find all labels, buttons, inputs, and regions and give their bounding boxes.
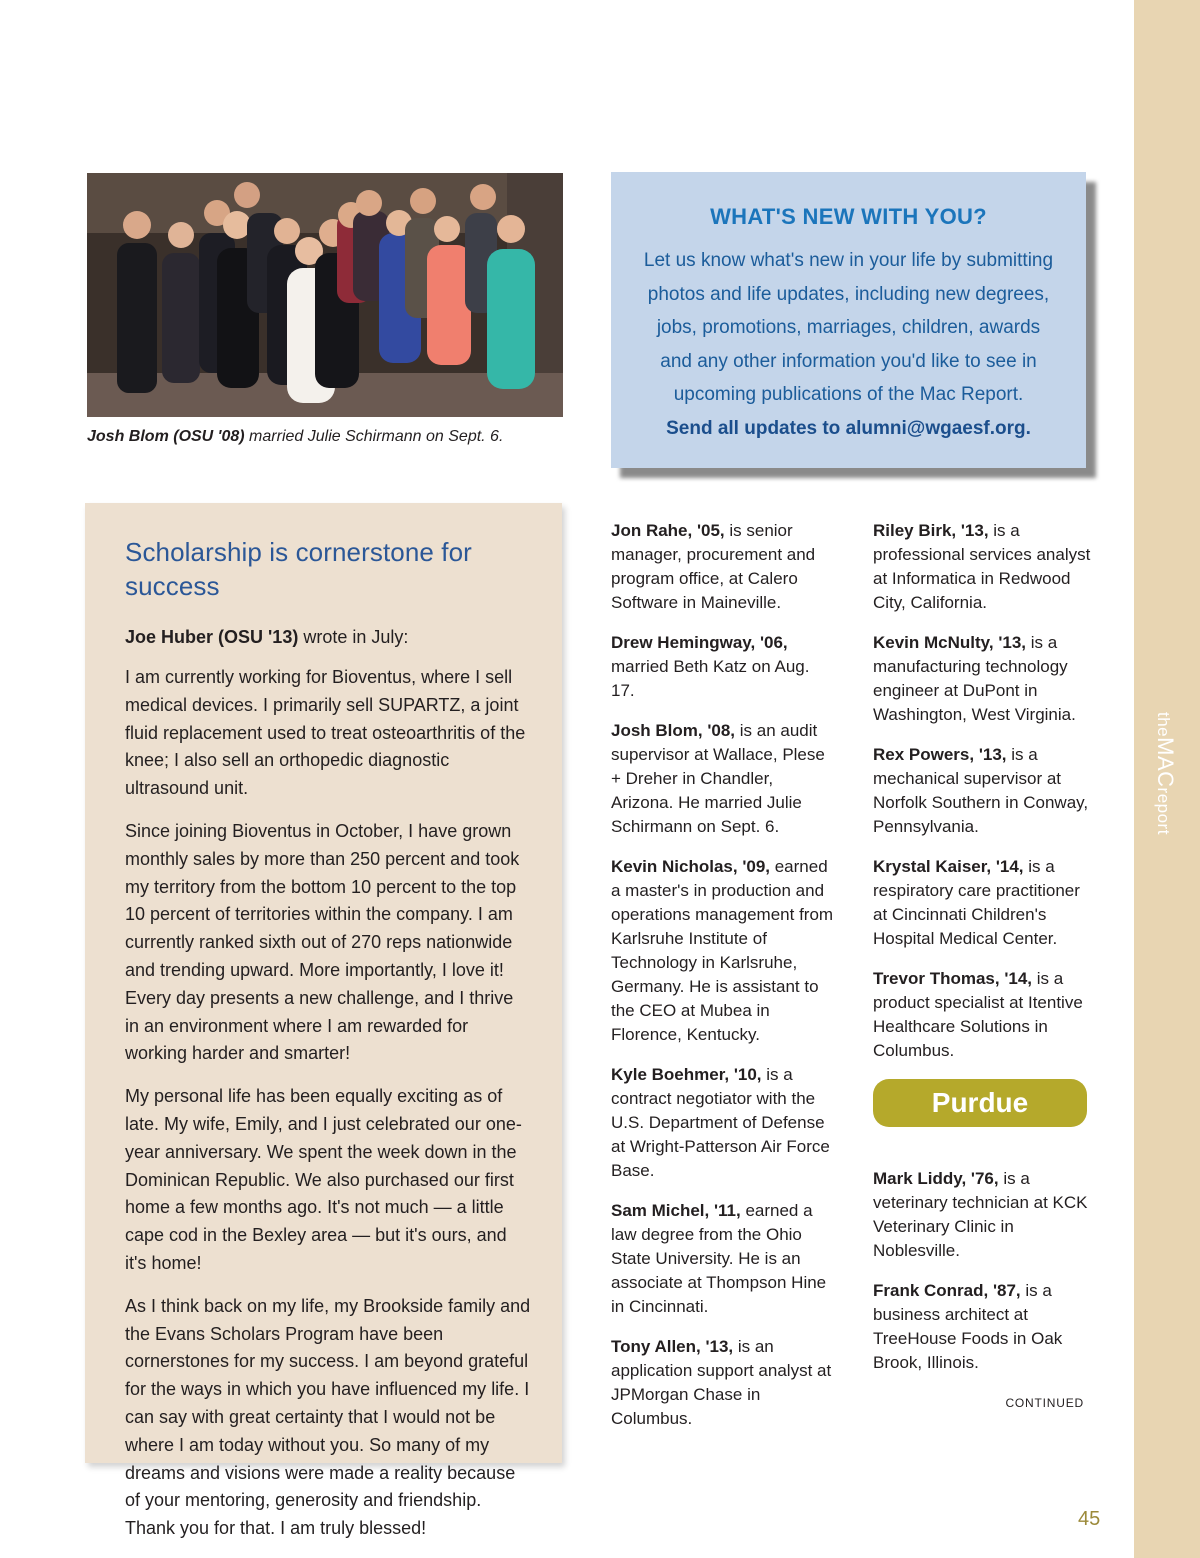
whats-new-email-cta[interactable]: Send all updates to alumni@wgaesf.org. — [666, 417, 1031, 439]
alumni-note — [611, 631, 836, 703]
alumni-note-text: earned a law degree from the Ohio State University. He is an associate at Thompson Hine in Cincinnati. — [611, 1201, 827, 1316]
alumni-notes-column-2 — [873, 519, 1098, 1415]
story-title: Scholarship is cornerstone for success — [125, 537, 472, 601]
alumni-notes-column-1 — [611, 519, 836, 1447]
story-byline — [125, 625, 532, 649]
wedding-group-photo — [87, 173, 563, 417]
alumni-note-text: is a manufacturing technology engineer at DuPont in Washington, West Virginia. — [873, 633, 1076, 724]
alumni-note — [611, 1335, 836, 1431]
alumni-note — [873, 855, 1098, 951]
story-paragraph: As I think back on my life, my Brookside family and the Evans Scholars Program have been cornerstones for my success. I am beyond grateful for the ways in which you have influenced my life. I can say with great certainty that I would not be where I am today without you. So many of my dreams and visions were made a reality because of your mentoring, generosity and friendship. Thank you for that. I am truly blessed! — [125, 1295, 531, 1539]
alumni-name: Kyle Boehmer, '10, — [611, 1065, 762, 1084]
purdue-section-header: Purdue — [873, 1079, 1087, 1127]
alumni-name: Trevor Thomas, '14, — [873, 969, 1032, 988]
alumni-name: Sam Michel, '11, — [611, 1201, 741, 1220]
alumni-note-text: is a business architect at TreeHouse Foods in Oak Brook, Illinois. — [873, 1281, 1063, 1372]
continued-label: CONTINUED — [1005, 1396, 1084, 1410]
brand-suffix: report — [1154, 787, 1173, 835]
alumni-note — [873, 743, 1098, 839]
alumni-note-text: earned a master's in production and operations management from Karlsruhe Institute of Technology in Karlsruhe, Germany. He is assistant to the CEO at Mubea in Florence, Kentucky. — [611, 857, 834, 1044]
alumni-note — [611, 519, 836, 615]
alumni-note-text: is a respiratory care practitioner at Cincinnati Children's Hospital Medical Center. — [873, 857, 1080, 948]
caption-text: married Julie Schirmann on Sept. 6. — [244, 428, 504, 445]
alumni-name: Jon Rahe, '05, — [611, 521, 725, 540]
alumni-name: Drew Hemingway, '06, — [611, 633, 788, 652]
alumni-note-text: is a veterinary technician at KCK Veterinary Clinic in Noblesville. — [873, 1169, 1088, 1260]
alumni-note-text: is an audit supervisor at Wallace, Plese + Dreher in Chandler, Arizona. He married Julie Schirmann on Sept. 6. — [611, 721, 825, 836]
alumni-note — [873, 631, 1098, 727]
alumni-name: Riley Birk, '13, — [873, 521, 989, 540]
alumni-note — [873, 1167, 1098, 1263]
caption-name: Josh Blom (OSU '08) — [87, 428, 245, 445]
story-paragraph: I am currently working for Bioventus, where I sell medical devices. I primarily sell SUPARTZ, a joint fluid replacement used to treat osteoarthritis of the knee; I also sell an orthopedic diagnostic ultrasound unit. — [125, 667, 526, 799]
alumni-note-text: is a mechanical supervisor at Norfolk Southern in Conway, Pennsylvania. — [873, 745, 1089, 836]
whats-new-body: Let us know what's new in your life by submitting photos and life updates, including new degrees, jobs, promotions, marriages, children, awards and any other information you'd like to see in upcoming publications of the Mac Report. — [643, 250, 1054, 406]
alumni-name: Josh Blom, '08, — [611, 721, 736, 740]
photo-caption — [87, 428, 567, 446]
alumni-name: Kevin McNulty, '13, — [873, 633, 1026, 652]
story-paragraph: My personal life has been equally exciting as of late. My wife, Emily, and I just celebrated our one-year anniversary. We spent the week down in the Dominican Republic. We also purchased our first home a few months ago. It's not much — a little cape cod in the Bexley area — but it's ours, and it's home! — [125, 1086, 522, 1273]
alumni-note — [873, 519, 1098, 615]
alumni-name: Kevin Nicholas, '09, — [611, 857, 770, 876]
whats-new-title: WHAT'S NEW WITH YOU? — [710, 204, 987, 229]
alumni-note — [873, 1279, 1098, 1375]
alumni-note-text: is a contract negotiator with the U.S. Department of Defense at Wright-Patterson Air Force Base. — [611, 1065, 830, 1180]
story-author: Joe Huber (OSU '13) — [125, 627, 299, 647]
alumni-note — [611, 855, 836, 1047]
alumni-note-text: is a product specialist at Itentive Healthcare Solutions in Columbus. — [873, 969, 1083, 1060]
alumni-note — [611, 1063, 836, 1183]
alumni-note — [611, 719, 836, 839]
alumni-name: Rex Powers, '13, — [873, 745, 1007, 764]
whats-new-box — [611, 172, 1086, 468]
alumni-name: Tony Allen, '13, — [611, 1337, 734, 1356]
alumni-note-text: married Beth Katz on Aug. 17. — [611, 657, 810, 700]
brand-prefix: the — [1154, 712, 1173, 738]
story-byline-rest: wrote in July: — [298, 627, 409, 647]
alumni-note-text: is a professional services analyst at Informatica in Redwood City, California. — [873, 521, 1091, 612]
alumni-note-text: is an application support analyst at JPMorgan Chase in Columbus. — [611, 1337, 832, 1428]
alumni-note — [873, 967, 1098, 1063]
scholarship-story-box — [85, 503, 562, 1539]
brand-main: MAC — [1153, 737, 1178, 788]
alumni-note — [611, 1199, 836, 1319]
alumni-name: Mark Liddy, '76, — [873, 1169, 999, 1188]
page-number: 45 — [1078, 1508, 1101, 1530]
magazine-brand — [1153, 712, 1177, 852]
alumni-name: Krystal Kaiser, '14, — [873, 857, 1024, 876]
story-paragraph: Since joining Bioventus in October, I have grown monthly sales by more than 250 percent and took my territory from the bottom 10 percent to the top 10 percent of territories within the company. I am currently ranked sixth out of 270 reps nationwide and trending upward. More importantly, I love it! Every day presents a new challenge, and I thrive in an environment where I am rewarded for working harder and smarter! — [125, 820, 520, 1064]
alumni-note-text: is senior manager, procurement and program office, at Calero Software in Maineville. — [611, 521, 816, 612]
alumni-name: Frank Conrad, '87, — [873, 1281, 1021, 1300]
